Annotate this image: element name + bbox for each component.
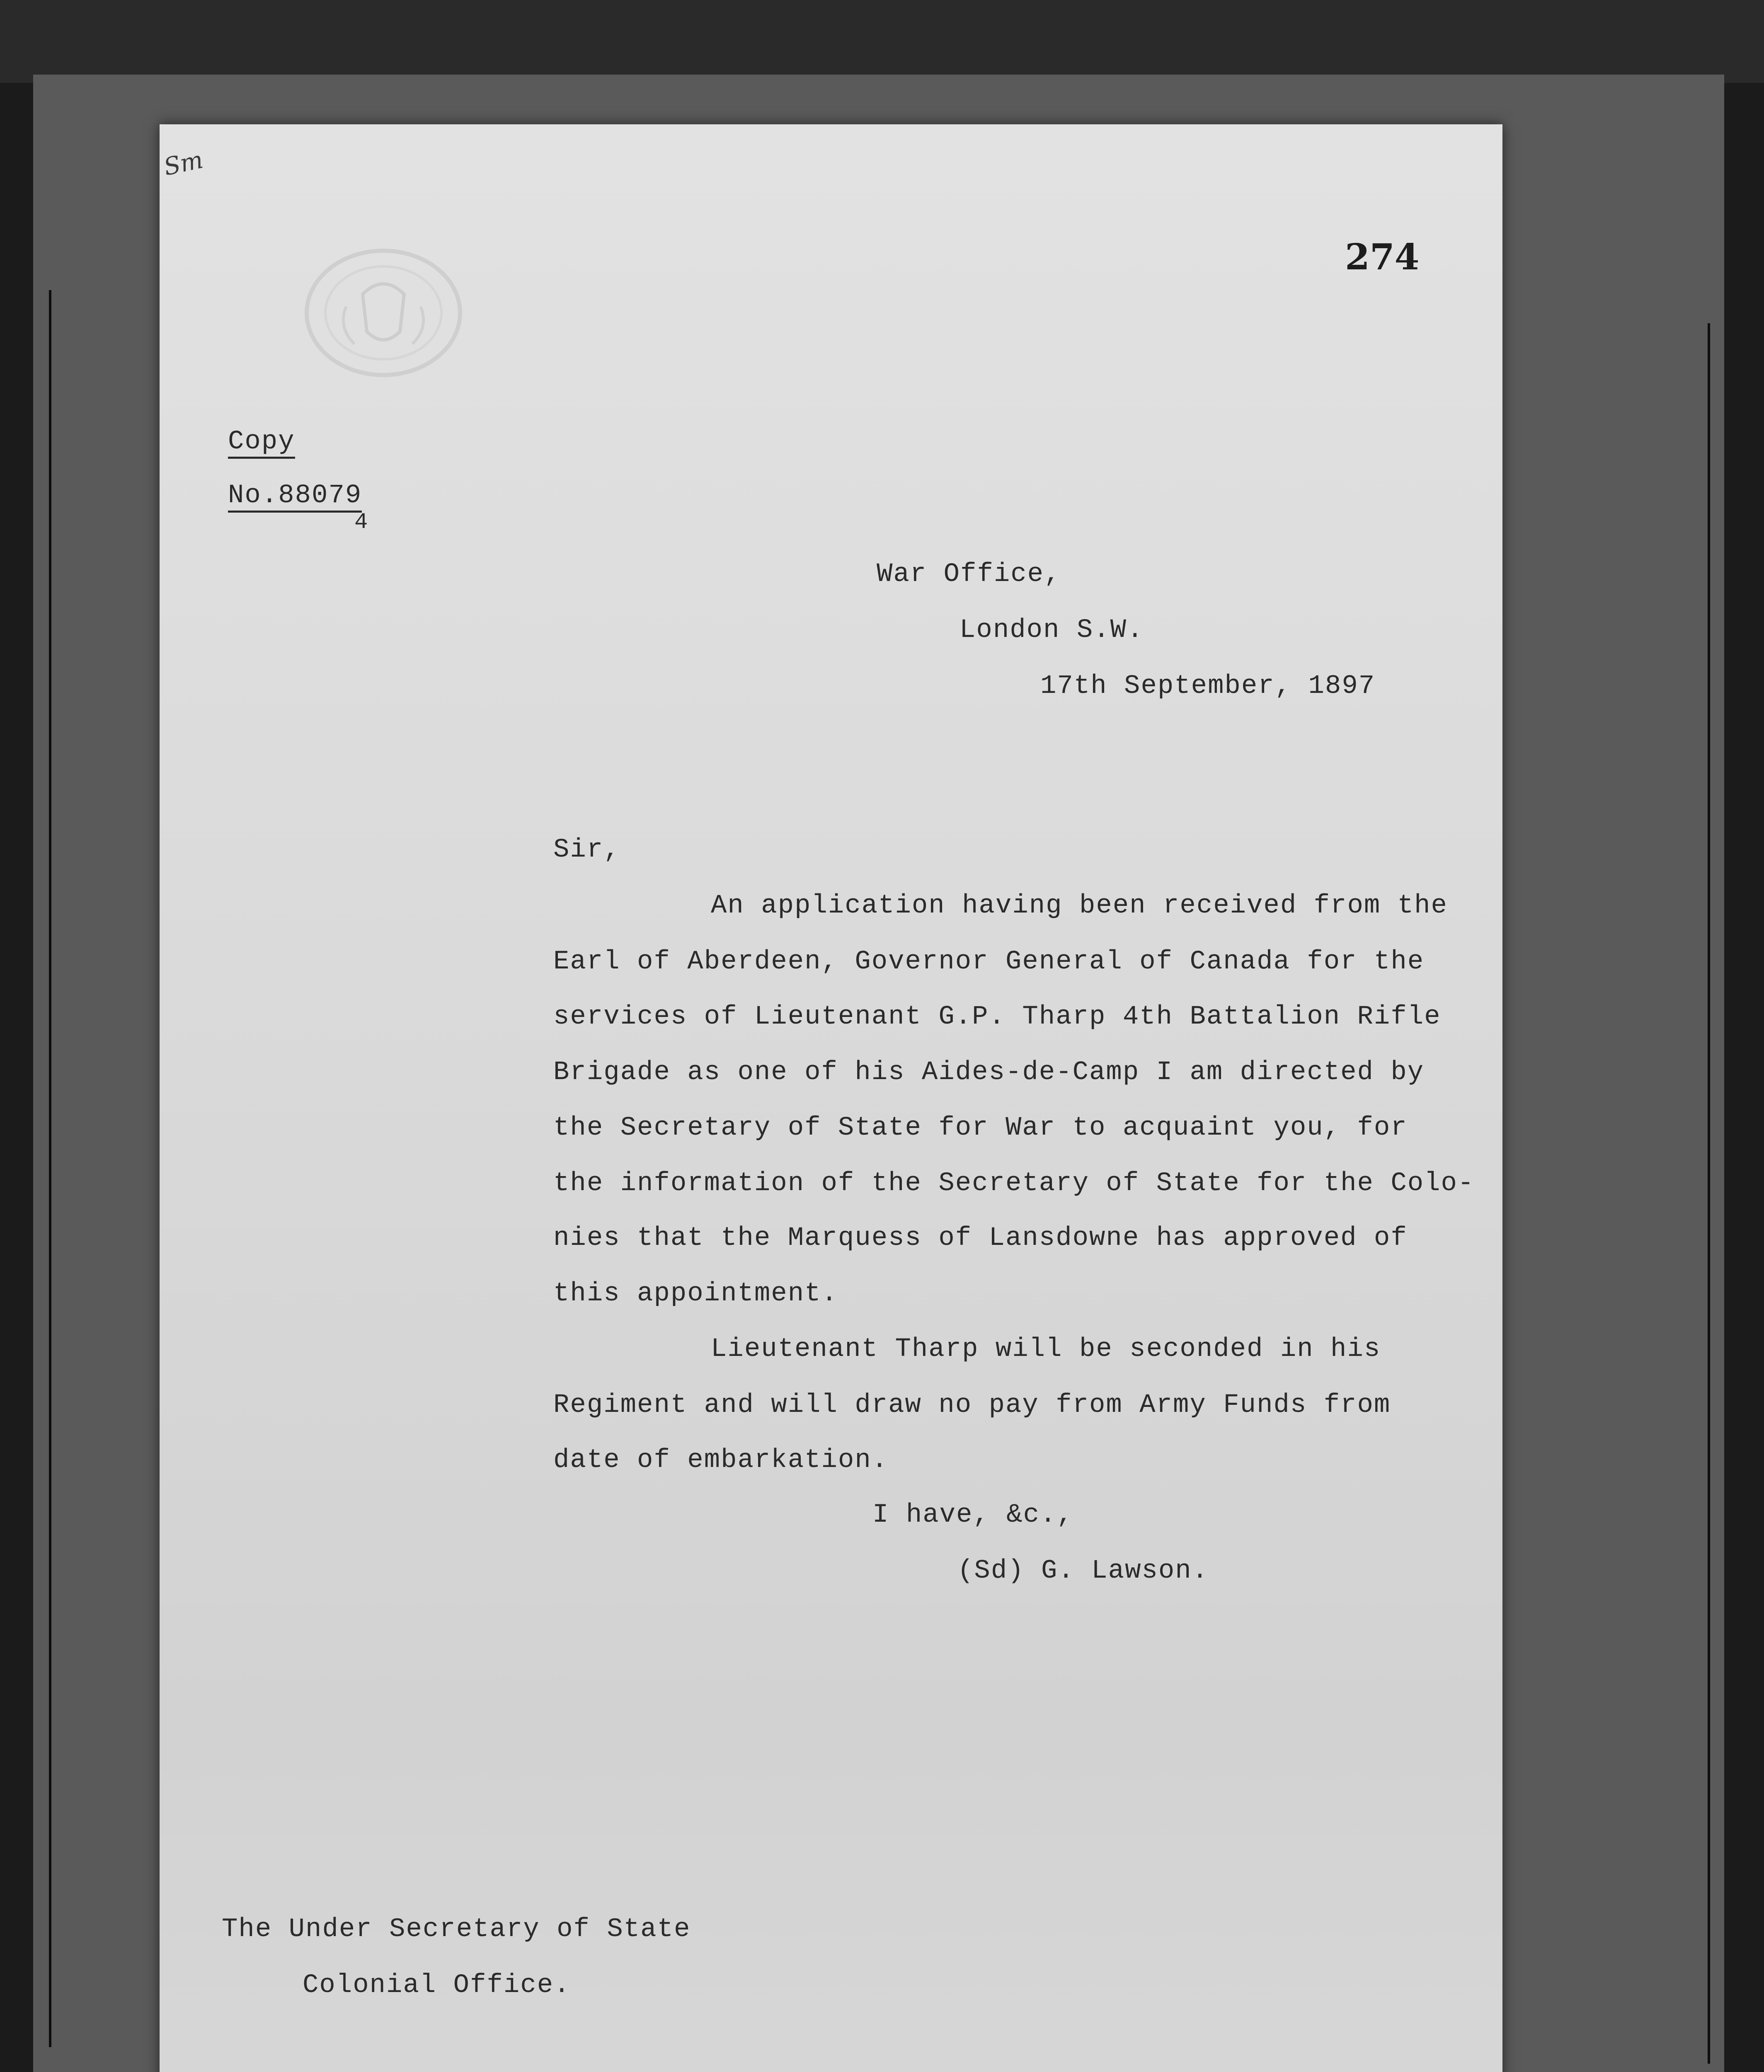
address-line-2: London S.W. [960, 615, 1144, 645]
recipient-line-1: The Under Secretary of State [222, 1915, 691, 1944]
file-number-sub: 4 [354, 510, 369, 535]
body-line: Lieutenant Tharp will be seconded in his [711, 1334, 1381, 1364]
corner-scribble: Sm [161, 145, 206, 182]
folio-number: 274 [1345, 236, 1420, 278]
embossed-seal-icon [300, 244, 466, 381]
body-line: the information of the Secretary of State for the Colo- [553, 1169, 1475, 1198]
body-line: An application having been received from the [711, 891, 1448, 921]
file-number: No.88079 [228, 481, 362, 513]
body-line: Brigade as one of his Aides-de-Camp I am directed by [553, 1058, 1425, 1087]
film-edge-left [49, 290, 51, 2047]
recipient-line-2: Colonial Office. [303, 1970, 571, 2000]
body-line: the Secretary of State for War to acquaint you, for [553, 1113, 1408, 1143]
body-line: nies that the Marquess of Lansdowne has approved of [553, 1223, 1408, 1253]
closing: I have, &c., [872, 1500, 1073, 1530]
body-line: services of Lieutenant G.P. Tharp 4th Battalion Rifle [553, 1002, 1441, 1032]
body-line: Regiment and will draw no pay from Army Funds from [553, 1390, 1391, 1420]
letter-page [160, 124, 1502, 2072]
body-line: date of embarkation. [553, 1445, 889, 1475]
body-line: this appointment. [553, 1279, 838, 1309]
film-top-strip [0, 0, 1764, 83]
address-line-1: War Office, [877, 559, 1061, 589]
letter-date: 17th September, 1897 [1040, 671, 1376, 701]
signature: (Sd) G. Lawson. [957, 1556, 1209, 1586]
body-line: Earl of Aberdeen, Governor General of Canada for the [553, 947, 1425, 977]
salutation: Sir, [553, 835, 620, 865]
copy-label: Copy [228, 427, 295, 459]
film-edge-right [1708, 323, 1710, 2064]
